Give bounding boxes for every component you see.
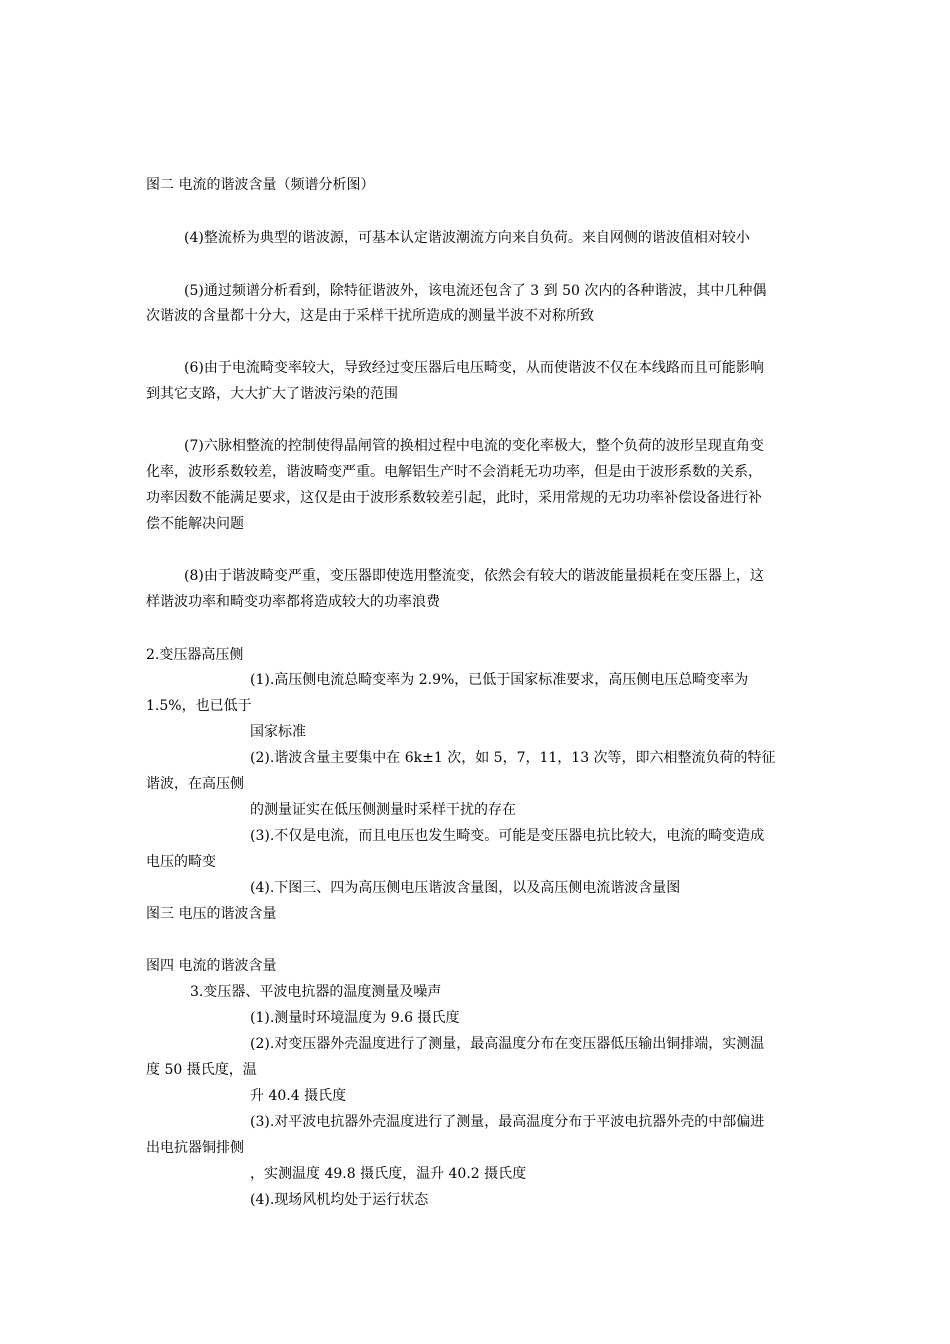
section-2-item-1-line-3: 国家标准 xyxy=(250,724,306,740)
section-3-heading: 3.变压器、平波电抗器的温度测量及噪声 xyxy=(190,984,442,1000)
section-2-item-1-line-1: (1).高压侧电流总畸变率为 2.9%，已低于国家标准要求，高压侧电压总畸变率为 xyxy=(250,672,749,688)
section-3-item-2-line-1: (2).对变压器外壳温度进行了测量，最高温度分布在变压器低压输出铜排端，实测温 xyxy=(250,1036,765,1052)
paragraph-5-line-1: (5)通过频谱分析看到，除特征谐波外，该电流还包含了 3 到 50 次内的各种谐波，其中几种偶 xyxy=(184,283,767,299)
paragraph-6-line-2: 到其它支路，大大扩大了谐波污染的范围 xyxy=(146,386,398,402)
figure-4-caption: 图四 电流的谐波含量 xyxy=(146,958,277,974)
paragraph-7-line-2: 化率，波形系数较差，谐波畸变严重。电解铝生产时不会消耗无功功率，但是由于波形系数的关系， xyxy=(146,464,762,480)
section-3-item-2-line-3: 升 40.4 摄氏度 xyxy=(250,1088,347,1104)
section-2-item-4: (4).下图三、四为高压侧电压谐波含量图，以及高压侧电流谐波含量图 xyxy=(250,880,681,896)
paragraph-4: (4)整流桥为典型的谐波源，可基本认定谐波潮流方向来自负荷。来自网侧的谐波值相对较小 xyxy=(184,230,750,246)
figure-2-caption: 图二 电流的谐波含量（频谱分析图） xyxy=(146,177,375,193)
paragraph-5-line-2: 次谐波的含量都十分大，这是由于采样干扰所造成的测量半波不对称所致 xyxy=(146,308,594,324)
section-2-item-3-line-2: 电压的畸变 xyxy=(146,854,216,870)
paragraph-8-line-2: 样谐波功率和畸变功率都将造成较大的功率浪费 xyxy=(146,594,440,610)
section-3-item-4: (4).现场风机均处于运行状态 xyxy=(250,1192,429,1208)
section-2-item-1-line-2: 1.5%，也已低于 xyxy=(146,698,252,714)
section-2-item-2-line-1: (2).谐波含量主要集中在 6k±1 次，如 5，7，11，13 次等，即六相整流负荷的特征 xyxy=(250,750,776,766)
paragraph-8-line-1: (8)由于谐波畸变严重，变压器即使选用整流变，依然会有较大的谐波能量损耗在变压器上，这 xyxy=(184,568,764,584)
figure-3-caption: 图三 电压的谐波含量 xyxy=(146,906,277,922)
section-3-item-2-line-2: 度 50 摄氏度，温 xyxy=(146,1062,257,1078)
section-2-item-2-line-3: 的测量证实在低压侧测量时采样干扰的存在 xyxy=(250,802,516,818)
section-3-item-1: (1).测量时环境温度为 9.6 摄氏度 xyxy=(250,1010,460,1026)
paragraph-7-line-1: (7)六脉相整流的控制使得晶闸管的换相过程中电流的变化率极大，整个负荷的波形呈现直角变 xyxy=(184,438,764,454)
section-2-item-3-line-1: (3).不仅是电流，而且电压也发生畸变。可能是变压器电抗比较大，电流的畸变造成 xyxy=(250,828,765,844)
section-2-item-2-line-2: 谐波，在高压侧 xyxy=(146,776,244,792)
section-3-item-3-line-1: (3).对平波电抗器外壳温度进行了测量，最高温度分布于平波电抗器外壳的中部偏进 xyxy=(250,1114,765,1130)
paragraph-6-line-1: (6)由于电流畸变率较大，导致经过变压器后电压畸变，从而使谐波不仅在本线路而且可能影响 xyxy=(184,360,764,376)
paragraph-7-line-4: 偿不能解决问题 xyxy=(146,516,244,532)
section-3-item-3-line-2: 出电抗器铜排侧 xyxy=(146,1140,244,1156)
paragraph-7-line-3: 功率因数不能满足要求，这仅是由于波形系数较差引起，此时，采用常规的无功功率补偿设备进行补 xyxy=(146,490,762,506)
section-3-item-3-line-3: ，实测温度 49.8 摄氏度，温升 40.2 摄氏度 xyxy=(250,1166,527,1182)
section-2-heading: 2.变压器高压侧 xyxy=(146,647,244,663)
